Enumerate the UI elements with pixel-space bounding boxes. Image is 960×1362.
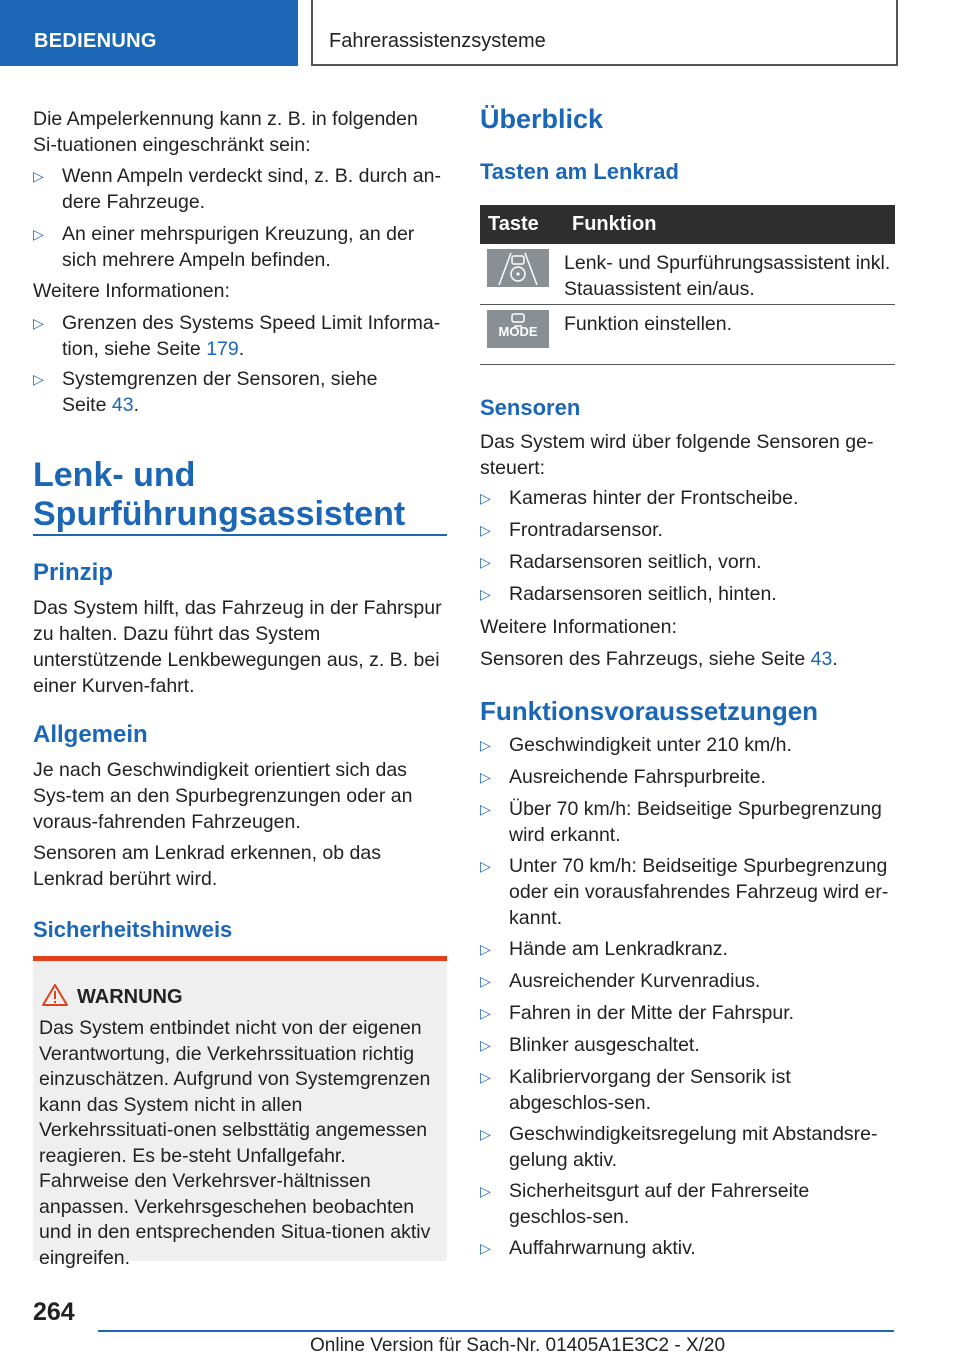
triangle-bullet-icon: ▷ [480, 941, 491, 957]
list-item: ▷ Wenn Ampeln verdeckt sind, z. B. durch an-dere Fahrzeuge. [33, 165, 441, 213]
list-item: ▷ Fahren in der Mitte der Fahrspur. [480, 1002, 795, 1024]
triangle-bullet-icon: ▷ [480, 737, 491, 753]
table-row [480, 304, 895, 364]
triangle-bullet-icon: ▷ [480, 1126, 491, 1142]
header-section-label: BEDIENUNG [34, 30, 157, 52]
list-item: ▷ An einer mehrspurigen Kreuzung, an der sich mehrere Ampeln befinden. [33, 223, 415, 271]
intro-text: Die Ampelerkennung kann z. B. in folgenden Si-tuationen eingeschränkt sein: [33, 108, 418, 156]
list-item: ▷ Radarsensoren seitlich, hinten. [480, 583, 777, 605]
list-item: ▷ Ausreichende Fahrspurbreite. [480, 766, 766, 788]
list-item: ▷ Frontradarsensor. [480, 519, 663, 541]
list-item: ▷ Radarsensoren seitlich, vorn. [480, 551, 762, 573]
sensors-heading: Sensoren [480, 395, 581, 420]
triangle-bullet-icon: ▷ [33, 371, 44, 387]
table-cell: Funktion einstellen. [564, 304, 895, 364]
page-link[interactable]: 43 [810, 648, 833, 670]
header-chapter-label: Fahrerassistenzsysteme [329, 30, 546, 52]
warning-bar [33, 956, 447, 961]
page-link[interactable]: 43 [111, 394, 134, 416]
conditions-heading: Funktionsvoraussetzungen [480, 696, 819, 726]
list-item: ▷ Unter 70 km/h: Beidseitige Spurbegrenzung oder ein vorausfahrendes Fahrzeug wird er-kannt. [480, 855, 889, 929]
warning-triangle-icon [42, 984, 68, 1006]
table-header: Funktion [564, 205, 895, 244]
page-link[interactable]: 179 [206, 338, 239, 360]
table-header: Taste [480, 205, 564, 244]
triangle-bullet-icon: ▷ [480, 1069, 491, 1085]
triangle-bullet-icon: ▷ [480, 586, 491, 602]
header-section-tab [0, 0, 298, 66]
principle-heading: Prinzip [33, 559, 114, 586]
triangle-bullet-icon: ▷ [480, 522, 491, 538]
list-item: ▷ Kalibriervorgang der Sensorik ist abgeschlos-sen. [480, 1066, 791, 1114]
safety-heading: Sicherheitshinweis [33, 917, 233, 942]
triangle-bullet-icon: ▷ [480, 858, 491, 874]
list-item: ▷ Grenzen des Systems Speed Limit Informa-tion, siehe Seite 179. [33, 312, 441, 360]
page-number: 264 [33, 1298, 75, 1326]
warning-box [33, 956, 447, 1269]
warning-title: WARNUNG [77, 986, 183, 1008]
more-info-label: Weitere Informationen: [33, 280, 230, 302]
triangle-bullet-icon: ▷ [480, 801, 491, 817]
list-item: ▷ Geschwindigkeit unter 210 km/h. [480, 734, 792, 756]
triangle-bullet-icon: ▷ [33, 226, 44, 242]
list-item: ▷ Systemgrenzen der Sensoren, siehe Seite 43. [33, 368, 378, 416]
table-cell: Lenk- und Spurführungsassistent inkl. Stauassistent ein/aus. [564, 244, 895, 304]
footer-online-version: Online Version für Sach-Nr. 01405A1E3C2 - X/20 [310, 1335, 726, 1356]
footer-divider [98, 1330, 894, 1332]
list-item: ▷ Über 70 km/h: Beidseitige Spurbegrenzung wird erkannt. [480, 798, 882, 846]
mode-button-icon: MODE [487, 310, 549, 348]
list-item: ▷ Blinker ausgeschaltet. [480, 1034, 700, 1056]
list-item: ▷ Geschwindigkeitsregelung mit Abstandsre-gelung aktiv. [480, 1123, 878, 1171]
triangle-bullet-icon: ▷ [480, 1240, 491, 1256]
sensors-intro: Das System wird über folgende Sensoren ge-steuert: [480, 431, 874, 479]
title-divider [33, 534, 447, 536]
list-item: ▷ Sicherheitsgurt auf der Fahrerseite geschlos-sen. [480, 1180, 810, 1228]
list-item: ▷ Ausreichender Kurvenradius. [480, 970, 761, 992]
warning-text: Das System entbindet nicht von der eigenen Verantwortung, die Verkehrssituation richtig einzuschätzen. Aufgrund von Systemgrenzen kann das System nicht in allen Verkehrssituati-onen selbsttätig angemessen reagieren. Es be-steht Unfallgefahr. Fahrweise den Verkehrsver-hältnissen anpassen. Verkehrsgeschehen beobachten und in den entsprechenden Situa-tionen aktiv eingreifen. [39, 1017, 431, 1269]
principle-text: Das System hilft, das Fahrzeug in der Fahrspur zu halten. Dazu führt das System unterstützende Lenkbewegungen aus, z. B. bei einer Kurven-fahrt. [33, 597, 442, 697]
triangle-bullet-icon: ▷ [480, 490, 491, 506]
lane-assist-button-icon [487, 249, 549, 287]
section-title: Lenk- und Spurführungsassistent [33, 456, 406, 533]
table-row [480, 244, 895, 304]
triangle-bullet-icon: ▷ [480, 1005, 491, 1021]
triangle-bullet-icon: ▷ [33, 315, 44, 331]
sensors-ref: Sensoren des Fahrzeugs, siehe Seite 43. [480, 648, 838, 670]
triangle-bullet-icon: ▷ [33, 168, 44, 184]
keys-heading: Tasten am Lenkrad [480, 159, 679, 184]
more-info-label: Weitere Informationen: [480, 616, 677, 638]
general-text: Je nach Geschwindigkeit orientiert sich das Sys-tem an den Spurbegrenzungen oder an voraus-fahrenden Fahrzeugen. [33, 759, 413, 833]
general-heading: Allgemein [33, 721, 148, 748]
keys-table [480, 205, 895, 365]
triangle-bullet-icon: ▷ [480, 1183, 491, 1199]
general-text-2: Sensoren am Lenkrad erkennen, ob das Lenkrad berührt wird. [33, 842, 381, 890]
list-item: ▷ Kameras hinter der Frontscheibe. [480, 487, 799, 509]
triangle-bullet-icon: ▷ [480, 769, 491, 785]
overview-heading: Überblick [480, 104, 604, 134]
header-chapter-tab [311, 0, 898, 66]
list-item: ▷ Hände am Lenkradkranz. [480, 938, 728, 960]
triangle-bullet-icon: ▷ [480, 973, 491, 989]
table-header-row [480, 205, 895, 244]
triangle-bullet-icon: ▷ [480, 1037, 491, 1053]
triangle-bullet-icon: ▷ [480, 554, 491, 570]
list-item: ▷ Auffahrwarnung aktiv. [480, 1237, 696, 1259]
